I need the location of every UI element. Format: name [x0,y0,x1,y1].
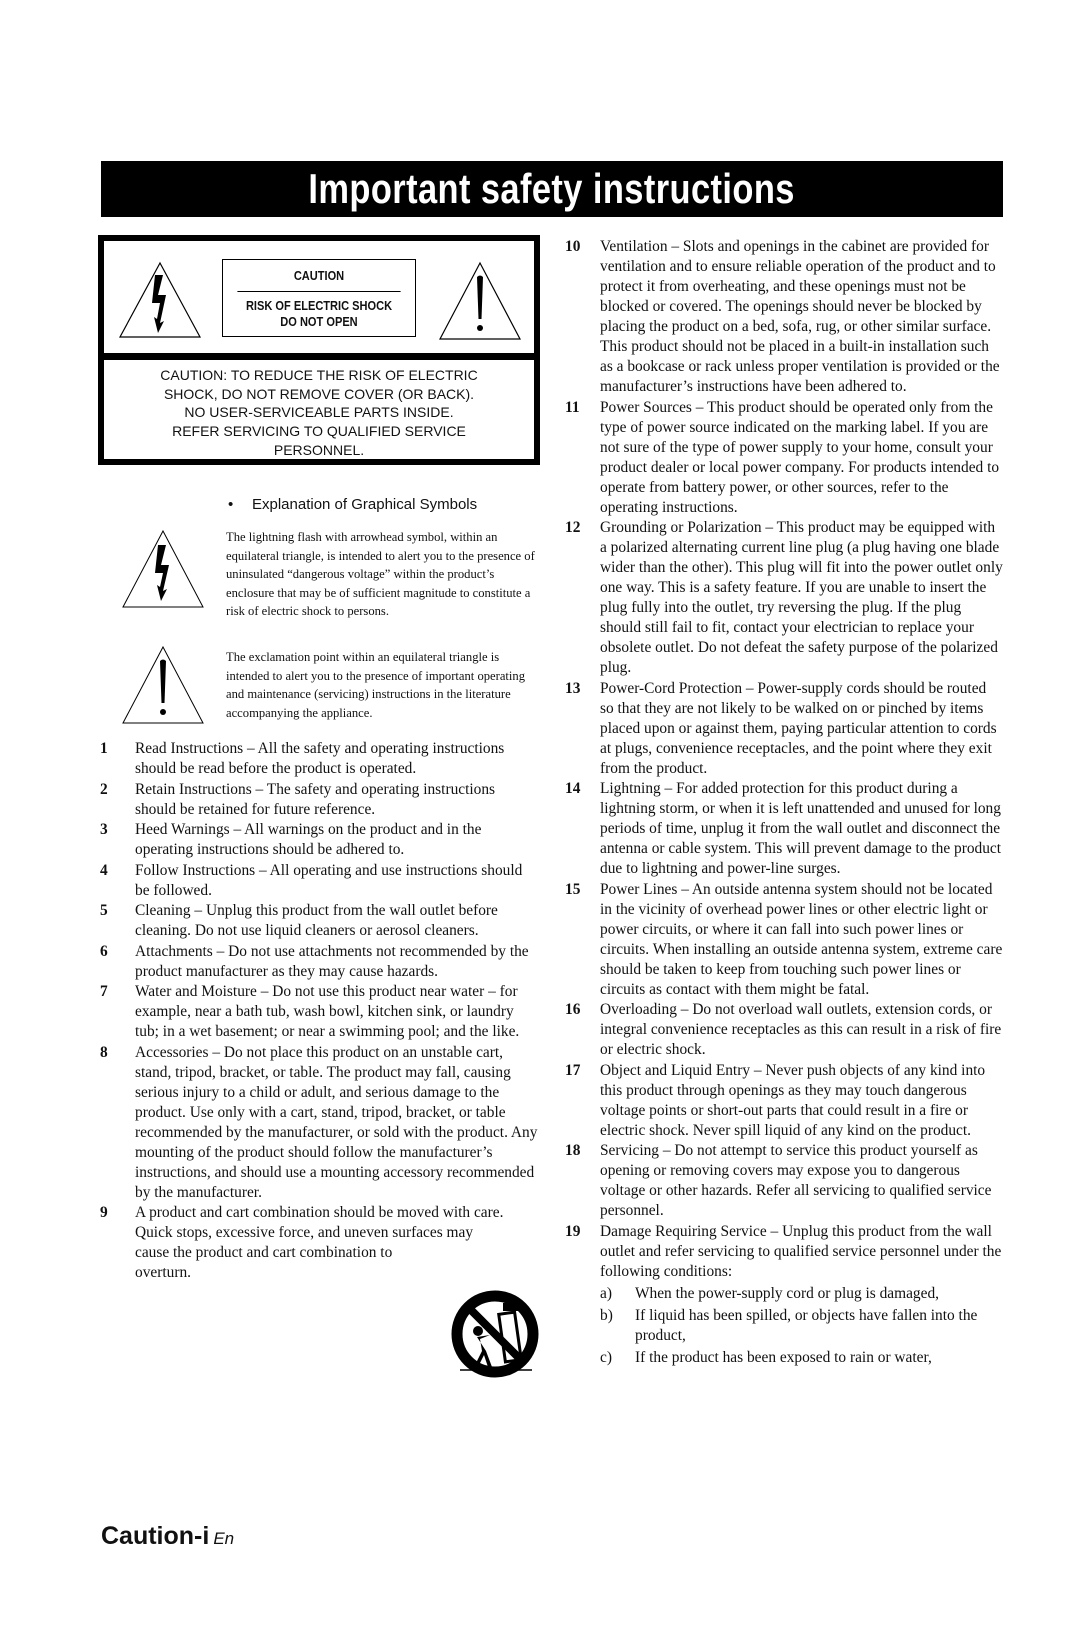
item-text: Heed Warnings – All warnings on the product and in the operating instructions should be adhered to. [135,821,482,858]
item-text: Cleaning – Unplug this product from the wall outlet before cleaning. Do not use liquid cleaners or aerosol cleaners. [135,902,498,939]
list-item [565,1141,1003,1221]
item-text: Power-Cord Protection – Power-supply cords should be routed so that they are not likely to be walked on or pinched by items placed upon or against them, paying particular attention to cords at plugs, convenience receptacles, and the point where they exit from the product. [600,679,997,777]
item-text: A product and cart combination should be moved with care. Quick stops, excessive force, and uneven surfaces may cause the product and cart combination to overturn. [135,1204,504,1281]
item-number: 18 [565,1142,581,1159]
caution-label-title: CAUTION [237,260,400,292]
list-item [100,982,538,1042]
list-item [565,237,1003,397]
caution-notice: CAUTION: TO REDUCE THE RISK OF ELECTRIC SHOCK, DO NOT REMOVE COVER (OR BACK). NO USER-SERVICEABLE PARTS INSIDE. REFER SERVICING TO QUALIFIED SERVICE PERSONNEL. [160,367,478,458]
lightning-triangle-icon [121,529,205,609]
right-column-list [565,237,1003,1368]
list-item [565,679,1003,779]
list-item [100,901,538,941]
list-item [565,1000,1003,1060]
item-number: 13 [565,679,581,697]
item-text: Overloading – Do not overload wall outlets, extension cords, or integral convenience receptacles as this can result in a risk of fire or electric shock. [600,1001,1002,1058]
exclamation-symbol-explanation: The exclamation point within an equilateral triangle is intended to alert you to the presence of important operating and maintenance (servicing) instructions in the literature accompanying the appliance. [226,650,526,720]
list-item [100,942,538,982]
symbols-heading [228,496,477,513]
caution-box [98,235,540,465]
item-text: Read Instructions – All the safety and operating instructions should be read before the product is operated. [135,740,505,777]
item-text: Object and Liquid Entry – Never push objects of any kind into this product through openings as they may touch dangerous voltage points or short-out parts that could result in a fire or electric shock. Never spill liquid of any kind on the product. [600,1061,986,1139]
item-number: 16 [565,1001,581,1018]
list-item [100,1043,538,1203]
item-number: 5 [100,902,108,919]
item-text: Lightning – For added protection for this product during a lightning storm, or when it is left unattended and unused for long periods of time, unplug it from the wall outlet and disconnect the antenna or cable system. This will prevent damage to the product due to lightning and power-line surges. [600,780,1002,877]
list-item [100,739,538,779]
list-item [565,1222,1003,1282]
caution-label [222,259,416,337]
list-item [565,518,1003,678]
sub-list [565,1284,1003,1368]
item-number: 19 [565,1222,581,1240]
item-number: 9 [100,1204,108,1221]
sub-item-letter: c) [600,1348,612,1366]
sub-item-text: If liquid has been spilled, or objects have fallen into the product, [635,1306,978,1344]
exclamation-triangle-icon [121,645,205,725]
item-number: 14 [565,780,581,797]
item-text: Water and Moisture – Do not use this product near water – for example, near a bath tub, wash bowl, kitchen sink, or laundry tub; in a wet basement; or near a swimming pool; and the like. [135,983,520,1040]
left-column-list [100,739,538,1284]
list-item [565,398,1003,518]
page-title: Important safety instructions [308,165,796,212]
lightning-triangle-icon [118,261,202,339]
caution-box-symbols [104,241,534,360]
list-item [100,1203,538,1283]
item-number: 6 [100,942,108,960]
item-text: Grounding or Polarization – This product may be equipped with a polarized alternating current line plug (a plug having one blade wider than the other). This plug will fit into the power outlet only one way. This is a safety feature. If you are unable to insert the plug fully into the outlet, try reversing the plug. If the plug should still fail to fit, contact your electrician to replace your obsolete outlet. Do not defeat the safety purpose of the polarized plug. [600,519,1003,676]
caution-label-line1: RISK OF ELECTRIC SHOCK [245,298,393,313]
item-number: 12 [565,519,581,536]
page-footer [101,1522,234,1551]
item-number: 1 [100,740,108,757]
item-text: Power Sources – This product should be operated only from the type of power source indicated on the marking label. If you are not sure of the type of power supply to your home, consult your product dealer or local power company. For products intended to operate from battery power, or other sources, refer to the operating instructions. [600,398,1000,516]
list-item [565,1061,1003,1141]
list-item [100,780,538,820]
list-item [565,880,1003,1000]
list-item [100,861,538,901]
list-item [565,779,1003,879]
item-text: Retain Instructions – The safety and operating instructions should be retained for future reference. [135,780,496,818]
item-text: Follow Instructions – All operating and use instructions should be followed. [135,861,523,899]
item-text: Power Lines – An outside antenna system should not be located in the vicinity of overhead power lines or other electric light or power circuits, or where it can fall into such power lines or circuits. When installing an outside antenna system, extreme care should be taken to keep from touching such power lines or circuits as contact with them might be fatal. [600,880,1003,998]
item-number: 10 [565,238,581,255]
item-text: Attachments – Do not use attachments not recommended by the product manufacturer as they may cause hazards. [135,942,529,980]
item-number: 15 [565,880,581,898]
item-number: 11 [565,398,580,416]
bullet: • [228,496,234,513]
sub-item [600,1284,1003,1304]
item-text: Damage Requiring Service – Unplug this product from the wall outlet and refer servicing to qualified service personnel under the following conditions: [600,1222,1002,1280]
exclamation-triangle-icon [438,261,522,341]
language-code: En [213,1529,235,1548]
sub-item [600,1306,1003,1346]
list-item [100,820,538,860]
sub-item-text: When the power-supply cord or plug is damaged, [635,1284,940,1302]
sub-item-text: If the product has been exposed to rain or water, [635,1348,932,1366]
item-number: 2 [100,780,108,798]
page-number: Caution-i [101,1522,210,1550]
symbols-heading-text: Explanation of Graphical Symbols [252,496,478,513]
item-number: 4 [100,861,108,879]
item-text: Accessories – Do not place this product on an unstable cart, stand, tripod, bracket, or table. The product may fall, causing serious injury to a child or adult, and serious damage to the product. Use only with a cart, stand, tripod, bracket, or table recommended by the manufacturer, or sold with the product. Any mounting of the product should follow the manufacturer’s instructions, and should use a mounting accessory recommended by the manufacturer. [135,1043,538,1201]
item-number: 3 [100,821,108,838]
title-bar [101,161,1003,217]
item-number: 8 [100,1043,108,1061]
sub-item-letter: a) [600,1284,612,1302]
cart-warning-icon [450,1289,540,1379]
item-number: 17 [565,1061,581,1079]
sub-item-letter: b) [600,1306,613,1324]
item-text: Ventilation – Slots and openings in the cabinet are provided for ventilation and to ensure reliable operation of the product and to protect it from overheating, and these openings must not be blocked or covered. The openings should never be blocked by placing the product on a bed, sofa, rug, or other similar surface. This product should not be placed in a built-in installation such as a bookcase or rack unless proper ventilation is provided or the manufacturer’s instructions have been adhered to. [600,238,1000,395]
caution-label-line2: DO NOT OPEN [280,314,358,329]
item-text: Servicing – Do not attempt to service this product yourself as opening or removing covers may expose you to dangerous voltage or other hazards. Refer all servicing to qualified service personnel. [600,1142,992,1219]
lightning-symbol-explanation: The lightning flash with arrowhead symbol, within an equilateral triangle, is intended to alert you to the presence of uninsulated “dangerous voltage” within the product’s enclosure that may be of sufficient magnitude to constitute a risk of electric shock to persons. [226,530,535,618]
item-number: 7 [100,983,108,1000]
sub-item [600,1348,1003,1368]
